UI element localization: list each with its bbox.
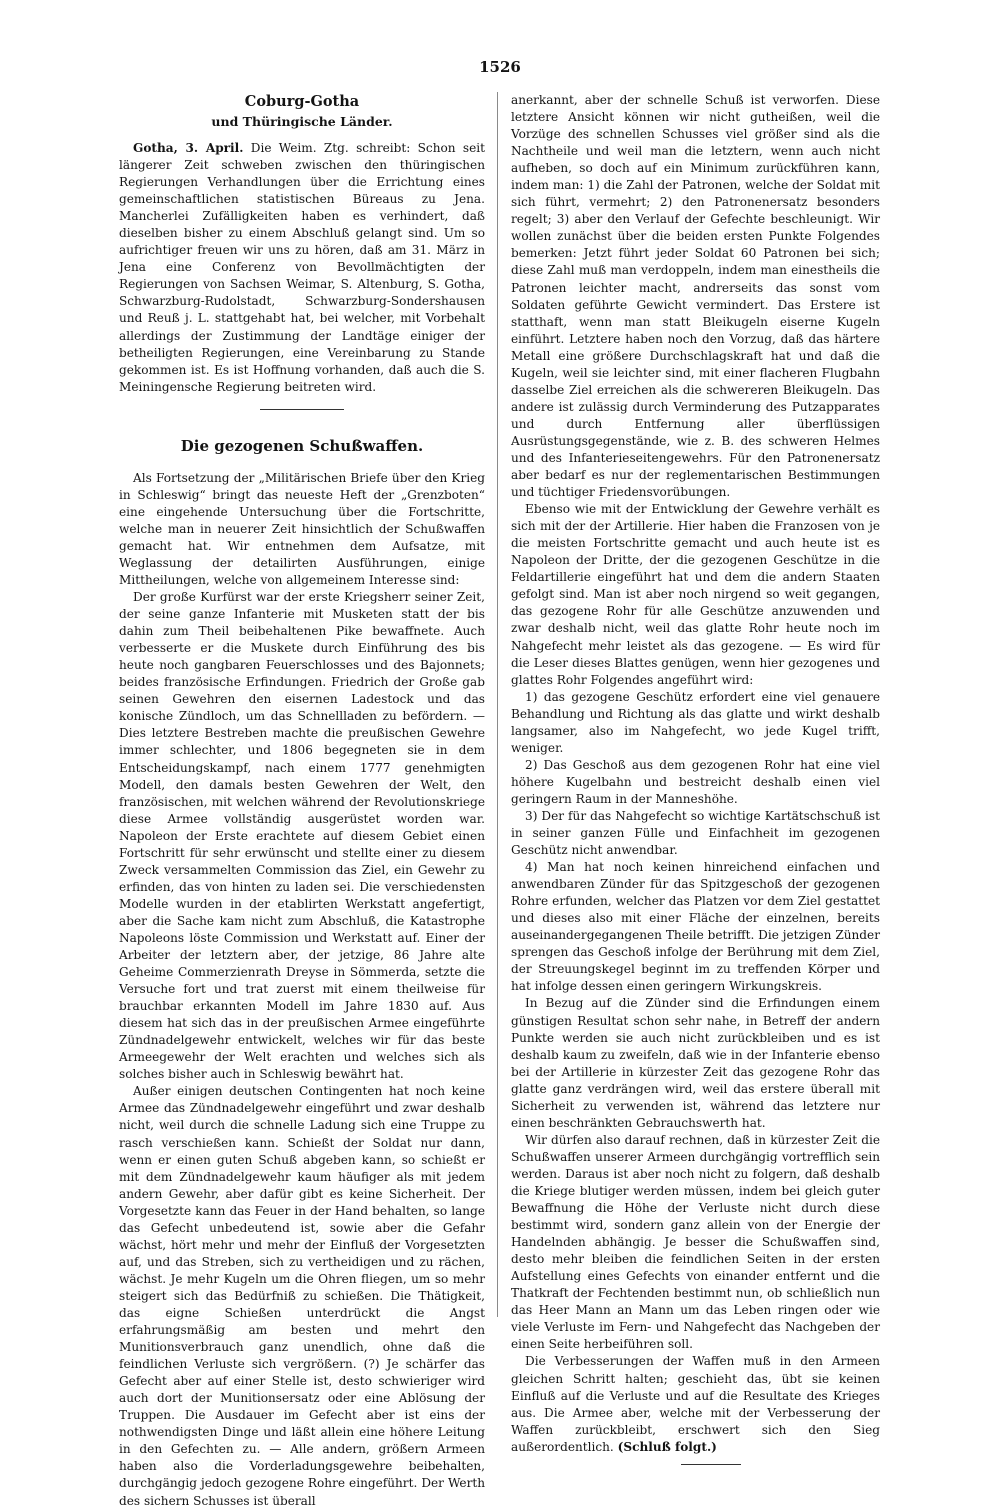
article-paragraph: Ebenso wie mit der Entwicklung der Gewehre verhält es sich mit der der Artillerie. Hier haben die Franzosen von je die meisten Fortschritte gemacht und auch heute ist es Napoleon der Dritte, der die gezogenen Geschütze in die Feldartillerie eingeführt hat und dem die andern Staaten gefolgt sind. Man ist aber noch nirgend so weit gegangen, das gezogene Rohr für alle Geschütze anzuwenden und zwar deshalb nicht, weil das glatte Rohr heute noch im Nahgefecht mehr leistet als das gezogene. — Es wird für die Leser dieses Blattes genügen, wenn hier gezogenes und glattes Rohr Folgendes angeführt wird: xyxy=(511,502,880,687)
article-paragraph: Als Fortsetzung der „Militärischen Briefe über den Krieg in Schleswig“ bringt das neueste Heft der „Grenzboten“ eine eingehende Untersuchung über die Fortschritte, welche man in neuerer Zeit hinsichtlich der Schußwaffen gemacht hat. Wir entnehmen dem Aufsatze, mit Weglassung der detailirten Ausführungen, einige Mittheilungen, welche von allgemeinem Interesse sind: xyxy=(119,470,485,587)
left-column xyxy=(119,92,485,1510)
closing-text: Die Verbesserungen der Waffen muß in den Armeen gleichen Schritt halten; geschieht das, übt sie keinen Einfluß auf die Verluste und auf die Resultate des Krieges aus. Die Armee aber, welche mit der Verbesserung der Waffen zurückbleibt, erschwert sich den Sieg außerordentlich. xyxy=(511,1354,880,1454)
article-paragraph: anerkannt, aber der schnelle Schuß ist verworfen. Diese letztere Ansicht können wir nicht gutheißen, weil die Vorzüge des schnellen Schusses viel größer sind als die Nachtheile und weil man die letztern, wenn auch nicht aufheben, so doch auf ein Minimum zurückführen kann, indem man: 1) die Zahl der Patronen, welche der Soldat mit sich führt, vermehrt; 2) den Patronenersatz besonders regelt; 3) aber den Verlauf der Gefechte beschleunigt. Wir wollen zunächst über die beiden ersten Punkte Folgendes bemerken: Jetzt führt jeder Soldat 60 Patronen bei sich; diese Zahl muß man verdoppeln, indem man einestheils die Patronen leichter macht, andrerseits das sonst vom Soldaten geführte Gewicht vermindert. Das Erstere ist statthaft, wenn man statt Bleikugeln eiserne Kugeln einführt. Letztere haben noch den Vorzug, daß das härtere Metall eine größere Durchschlagskraft hat und daß die Kugeln, weil sie leichter sind, mit einer flacheren Flugbahn dasselbe Ziel erreichen als die schwereren Bleikugeln. Das andere ist zulässig durch Verminderung des Putzapparates und durch Entfernung aller überflüssigen Ausrüstungsgegenstände, wie z. B. des schweren Helmes und des Infanterieseitengewehrs. Für den Patronenersatz aber bedarf es nur der reglementarischen Bestimmungen und tüchtiger Friedensvorübungen. xyxy=(511,93,880,500)
numbered-point: 3) Der für das Nahgefecht so wichtige Kartätschschuß ist in seiner ganzen Fülle und Einfachheit im gezogenen Geschütz nicht anwendbar. xyxy=(511,808,880,858)
section-subtitle: und Thüringische Länder. xyxy=(211,114,393,129)
right-column xyxy=(511,92,880,1465)
article-paragraph: Wir dürfen also darauf rechnen, daß in kürzester Zeit die Schußwaffen unserer Armeen durchgängig vortrefflich sein werden. Daraus ist aber noch nicht zu folgern, daß deshalb die Kriege blutiger werden müssen, indem bei gleich guter Bewaffnung die Höhe der Verluste nicht durch diese bestimmt wird, sondern ganz allein von der Energie der Handelnden abhängig. Je besser die Schußwaffen sind, desto mehr bleiben die feindlichen Seiten in der ersten Aufstellung eines Gefechts von einander entfernt und die Thatkraft der Fechtenden bestimmt nun, ob schließlich nun das Heer Mann an Mann um das Leben ringen oder wie viele Verluste im Fern- und Nahgefecht das Nachgeben der einen Seite herbeiführen soll. xyxy=(511,1132,880,1352)
news-item xyxy=(119,140,485,396)
news-text: Die Weim. Ztg. schreibt: Schon seit längerer Zeit schweben zwischen den thüringischen Regierungen Verhandlungen über die Errichtung eines gemeinschaftlichen statistischen Büreaus zu Jena. Mancherlei Zufälligkeiten haben es verhindert, daß dieselben bisher zu einem Abschluß gelangt sind. Um so aufrichtiger freuen wir uns zu hören, daß am 31. März in Jena eine Conferenz von Bevollmächtigten der Regierungen von Sachsen Weimar, S. Altenburg, S. Gotha, Schwarzburg-Rudolstadt, Schwarzburg-Sondershausen und Reuß j. L. stattgehabt hat, bei welcher, mit Vorbehalt allerdings der Zustimmung der Landtäge einiger der betheiligten Regierungen, eine Vereinbarung zu Stande gekommen ist. Es ist Hoffnung vorhanden, daß auch die S. Meiningensche Regierung beitreten wird. xyxy=(119,141,485,394)
numbered-point: 4) Man hat noch keinen hinreichend einfachen und anwendbaren Zünder für das Spitzgeschoß der gezogenen Rohre erfunden, welcher das Platzen vor dem Ziel gestattet und dieses also mit einer Fläche der einzelnen, bereits auseinandergegangenen Theile betrifft. Die jetzigen Zünder sprengen das Geschoß infolge der Berührung mit dem Ziel, der Streuungskegel beginnt im zu treffenden Körper und hat infolge dessen einen geringern Wirkungskreis. xyxy=(511,860,880,994)
numbered-point: 1) das gezogene Geschütz erfordert eine viel genauere Behandlung und Richtung als das glatte und wirkt deshalb langsamer, also im Nahgefecht, wo jede Kugel trifft, weniger. xyxy=(511,689,880,755)
end-rule xyxy=(681,1464,741,1465)
continuation-note: (Schluß folgt.) xyxy=(617,1439,717,1454)
news-dateline: Gotha, 3. April. xyxy=(133,141,244,155)
article-paragraph: Außer einigen deutschen Contingenten hat noch keine Armee das Zündnadelgewehr eingeführt und zwar deshalb nicht, weil durch die schnelle Ladung sich eine Truppe zu rasch verschießen kann. Schießt der Soldat nur dann, wenn er einen guten Schuß abgeben kann, so schießt er mit dem Zündnadelgewehr kaum häufiger als mit jedem andern Gewehr, aber dafür gibt es keine Sicherheit. Der Vorgesetzte kann das Feuer in der Hand behalten, so lange das Gefecht unbedeutend ist, sowie aber die Gefahr wächst, hört mehr und mehr der Einfluß der Vorgesetzten auf, und das Streben, sich zu vertheidigen und zu rächen, wächst. Je mehr Kugeln um die Ohren fliegen, um so mehr steigert sich das Bedürfniß zu schießen. Die Thätigkeit, das eigne Schießen unterdrückt die Angst erfahrungsmäßig am besten und mehrt den Munitionsverbrauch ganz unendlich, ohne daß die feindlichen Verluste sich vergrößern. (?) Je schärfer das Gefecht aber auf einer Stelle ist, desto schwieriger wird auch dort der Munitionsersatz oder eine Ablösung der Truppen. Die Ausdauer im Gefecht aber ist eins der nothwendigsten Dinge und läßt allein eine höhere Leitung in den Gefechten zu. — Alle andern, größern Armeen haben also die Vorderladungsgewehre beibehalten, durchgängig jedoch gezogene Rohre eingeführt. Der Werth des sichern Schusses ist überall xyxy=(119,1084,485,1508)
section-title: Coburg-Gotha xyxy=(244,93,360,110)
page-number: 1526 xyxy=(479,58,521,76)
numbered-point: 2) Das Geschoß aus dem gezogenen Rohr hat eine viel höhere Kugelbahn und bestreicht deshalb einen viel geringern Raum in der Manneshöhe. xyxy=(511,757,880,806)
section-divider xyxy=(260,409,344,410)
article-paragraph xyxy=(511,1353,880,1455)
article-paragraph: Der große Kurfürst war der erste Kriegsherr seiner Zeit, der seine ganze Infanterie mit Musketen statt der bis dahin zum Theil beibehaltenen Pike bewaffnete. Auch verbesserte er die Muskete durch Einführung des bis heute noch gangbaren Feuerschlosses und des Bajonnets; beides französische Erfindungen. Friedrich der Große gab seinen Gewehren den eisernen Ladestock und das konische Zündloch, um das Schnellladen zu befördern. — Dies letztere Bestreben machte die preußischen Gewehre immer schlechter, und 1806 begegneten sie in dem Entscheidungskampf, nach einem 1777 genehmigten Modell, den damals besten Gewehren der Welt, den französischen, mit welchen während der Revolutionskriege diese Armee vollständig ausgerüstet worden war. Napoleon der Erste erachtete auf diesem Gebiet einen Fortschritt für sehr erwünscht und stellte einer zu diesem Zweck versammelten Commission das Ziel, ein Gewehr zu erfinden, das von hinten zu laden sei. Die verschiedensten Modelle wurden in der etablirten Werkstatt angefertigt, aber die Sache kam nicht zum Abschluß, die Katastrophe Napoleons löste Commission und Werkstatt auf. Einer der Arbeiter der letztern aber, der jetzige, 86 Jahre alte Geheime Commerzienrath Dreyse in Sömmerda, setzte die Versuche fort und trat zuerst mit einem theilweise für brauchbar erkannten Modell im Jahre 1830 auf. Aus diesem hat sich das in der preußischen Armee eingeführte Zündnadelgewehr entwickelt, welches wir für das beste Armeegewehr der Welt erachten und welches sich als solches bisher auch in Schleswig bewährt hat. xyxy=(119,590,485,1082)
article-paragraph: In Bezug auf die Zünder sind die Erfindungen einem günstigen Resultat schon sehr nahe, in Betreff der andern Punkte werden sie auch nicht zurückbleiben und es ist deshalb kaum zu zweifeln, daß wie in der Infanterie ebenso bei der Artillerie in kürzester Zeit das gezogene Rohr das glatte ganz verdrängen wird, weil das erstere überall mit Sicherheit zu verwenden ist, während das letztere nur einen beschränkten Gebrauchswerth hat. xyxy=(511,996,880,1130)
article-title: Die gezogenen Schußwaffen. xyxy=(180,436,424,455)
column-divider xyxy=(497,92,498,1317)
